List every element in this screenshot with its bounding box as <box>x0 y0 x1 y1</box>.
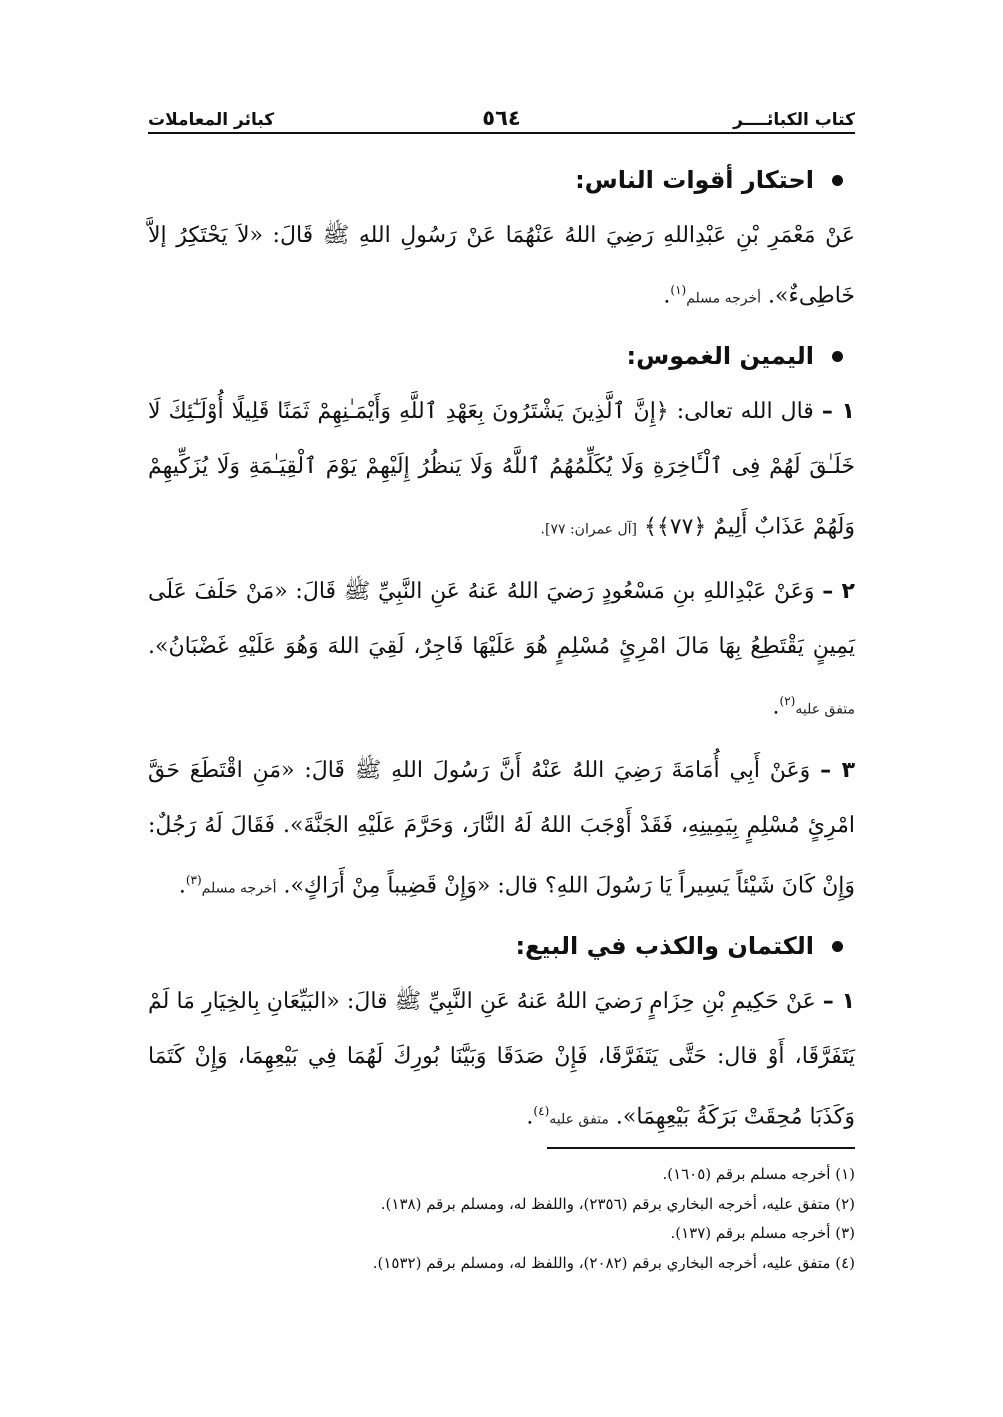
running-header <box>148 98 855 130</box>
source-note: [آل عمران: ٧٧]. <box>540 521 637 538</box>
bullet-icon <box>832 351 843 362</box>
source-note: متفق عليه <box>549 1111 609 1128</box>
footnote-item: (٣) أخرجه مسلم برقم (١٣٧). <box>670 1224 855 1242</box>
numbered-paragraph: ٣ – وَعَنْ أَبِي أُمَامَةَ رَضِيَ اللهُ عَنْهُ أَنَّ رَسُولَ اللهِ ﷺ قَالَ: «مَنِ اقْتَطَعَ حَقَّ امْرِئٍ مُسْلِمٍ بِيَمِينِهِ، فَقَدْ أَوْجَبَ اللهُ لَهُ النَّارَ، وَحَرَّمَ عَلَيْهِ الجَنَّةَ». فَقَالَ لَهُ رَجُلٌ: وَإِنْ كَانَ شَيْئاً يَسِيراً يَا رَسُولَ اللهِ؟ قال: «وَإِنْ قَضِيباً مِنْ أَرَاكٍ». أخرجه مسلم$^{(٣)}$. <box>148 757 855 899</box>
section-heading <box>148 166 843 194</box>
paragraph-number: ١ – <box>821 399 855 425</box>
paragraph-text: وَعَنْ أَبِي أُمَامَةَ رَضِيَ اللهُ عَنْهُ أَنَّ رَسُولَ اللهِ ﷺ قَالَ: «مَنِ اقْتَطَعَ حَقَّ امْرِئٍ مُسْلِمٍ بِيَمِينِهِ، فَقَدْ أَوْجَبَ اللهُ لَهُ النَّارَ، وَحَرَّمَ عَلَيْهِ الجَنَّةَ». فَقَالَ لَهُ رَجُلٌ: وَإِنْ كَانَ شَيْئاً يَسِيراً يَا رَسُولَ اللهِ؟ قال: «وَإِنْ قَضِيباً مِنْ أَرَاكٍ». <box>148 757 855 899</box>
section <box>148 342 855 916</box>
hadith-paragraph: عَنْ مَعْمَرِ بْنِ عَبْدِاللهِ رَضِيَ اللهُ عَنْهُمَا عَنْ رَسُولِ اللهِ ﷺ قَالَ: «لاَ يَحْتَكِرُ إلاَّ خَاطِىءٌ». أخرجه مسلم$^{(١)}$. <box>148 223 855 309</box>
bullet-icon <box>832 941 843 952</box>
section-heading <box>148 932 843 960</box>
book-title: كتاب الكبائــــر <box>733 110 855 130</box>
footnote-item: (٤) متفق عليه، أخرجه البخاري برقم (٢٠٨٢)، واللفظ له، ومسلم برقم (١٥٣٢). <box>372 1253 855 1272</box>
paragraph-text: وَعَنْ عَبْدِاللهِ بنِ مَسْعُودٍ رَضيَ اللهُ عَنهُ عَنِ النَّبِيِّ ﷺ قَالَ: «مَنْ حَلَفَ عَلَى يَمِينٍ يَقْتَطِعُ بِهَا مَالَ امْرِئٍ مُسْلِمٍ هُوَ عَلَيْهَا فَاجِرٌ، لَقِيَ اللهَ وَهُوَ عَلَيْهِ غَضْبَانُ». <box>148 578 855 659</box>
paragraph-text: عَنْ حَكِيمِ بْنِ حِزَامٍ رَضيَ اللهُ عَنهُ عَنِ النَّبِيِّ ﷺ قالَ: «البَيِّعَانِ بِالخِيَارِ مَا لَمْ يَتَفَرَّقَا، أَوْ قال: حَتَّى يَتَفَرَّقَا، فَإِنْ صَدَقَا وَبَيَّنَا بُورِكَ لَهُمَا فِي بَيْعِهِمَا، وَإِنْ كَتَمَا وَكَذَبَا مُحِقَتْ بَرَكَةُ بَيْعِهِمَا». <box>148 989 855 1130</box>
section <box>148 932 855 1147</box>
footnote-marker: (١) <box>670 283 687 297</box>
footnotes <box>148 1160 855 1278</box>
source-note: أخرجه مسلم <box>686 290 762 307</box>
section <box>148 166 855 326</box>
paragraph-number: ١ – <box>822 989 855 1015</box>
paragraph-text: عَنْ مَعْمَرِ بْنِ عَبْدِاللهِ رَضِيَ اللهُ عَنْهُمَا عَنْ رَسُولِ اللهِ ﷺ قَالَ: «لاَ يَحْتَكِرُ إلاَّ خَاطِىءٌ». <box>148 223 855 309</box>
footnote-marker: (٢) <box>779 693 796 708</box>
bullet-icon <box>832 175 843 186</box>
section-heading-text: احتكار أقوات الناس: <box>575 166 814 194</box>
numbered-paragraph: ١ – عَنْ حَكِيمِ بْنِ حِزَامٍ رَضيَ اللهُ عَنهُ عَنِ النَّبِيِّ ﷺ قالَ: «البَيِّعَانِ بِالخِيَارِ مَا لَمْ يَتَفَرَّقَا، أَوْ قال: حَتَّى يَتَفَرَّقَا، فَإِنْ صَدَقَا وَبَيَّنَا بُورِكَ لَهُمَا فِي بَيْعِهِمَا، وَإِنْ كَتَمَا وَكَذَبَا مُحِقَتْ بَرَكَةُ بَيْعِهِمَا». متفق عليه$^{(٤)}$. <box>148 989 855 1130</box>
footnote-item: (١) أخرجه مسلم برقم (١٦٠٥). <box>662 1165 855 1183</box>
paragraph-text: قال الله تعالى: ﴿إِنَّ ٱلَّذِينَ يَشْتَرُونَ بِعَهْدِ ٱللَّهِ وَأَيْمَـٰنِهِمْ ثَمَنًا قَلِيلًا أُوْلَـٰٓئِكَ لَا خَلَـٰقَ لَهُمْ فِى ٱلْـَٔاخِرَةِ وَلَا يُكَلِّمُهُمُ ٱللَّهُ وَلَا يَنظُرُ إِلَيْهِمْ يَوْمَ ٱلْقِيَـٰمَةِ وَلَا يُزَكِّيهِمْ وَلَهُمْ عَذَابٌ أَلِيمٌ ﴿٧٧﴾﴾ <box>148 399 855 540</box>
section-heading-text: اليمين الغموس: <box>626 342 814 371</box>
numbered-paragraph <box>148 384 855 557</box>
chapter-title: كبائر المعاملات <box>148 110 275 130</box>
paragraph-number: ٢ – <box>822 578 855 604</box>
paragraph-number: ٣ – <box>820 757 855 783</box>
main-content <box>148 150 855 1154</box>
footnote-marker: (٤) <box>533 1104 550 1119</box>
footnote-marker: (٣) <box>185 872 202 887</box>
header-divider <box>148 132 855 134</box>
footnote-item: (٢) متفق عليه، أخرجه البخاري برقم (٢٣٥٦)، واللفظ له، ومسلم برقم (١٣٨). <box>380 1194 855 1213</box>
numbered-paragraph: ٢ – وَعَنْ عَبْدِاللهِ بنِ مَسْعُودٍ رَضيَ اللهُ عَنهُ عَنِ النَّبِيِّ ﷺ قَالَ: «مَنْ حَلَفَ عَلَى يَمِينٍ يَقْتَطِعُ بِهَا مَالَ امْرِئٍ مُسْلِمٍ هُوَ عَلَيْهَا فَاجِرٌ، لَقِيَ اللهَ وَهُوَ عَلَيْهِ غَضْبَانُ». متفق عليه$^{(٢)}$. <box>148 578 855 719</box>
page-number: ٥٦٤ <box>482 106 521 130</box>
source-note: متفق عليه <box>795 700 855 717</box>
section-heading-text: الكتمان والكذب في البيع: <box>515 932 814 961</box>
source-note: أخرجه مسلم <box>201 880 277 897</box>
footnote-divider <box>547 1147 855 1149</box>
section-heading <box>148 342 843 370</box>
